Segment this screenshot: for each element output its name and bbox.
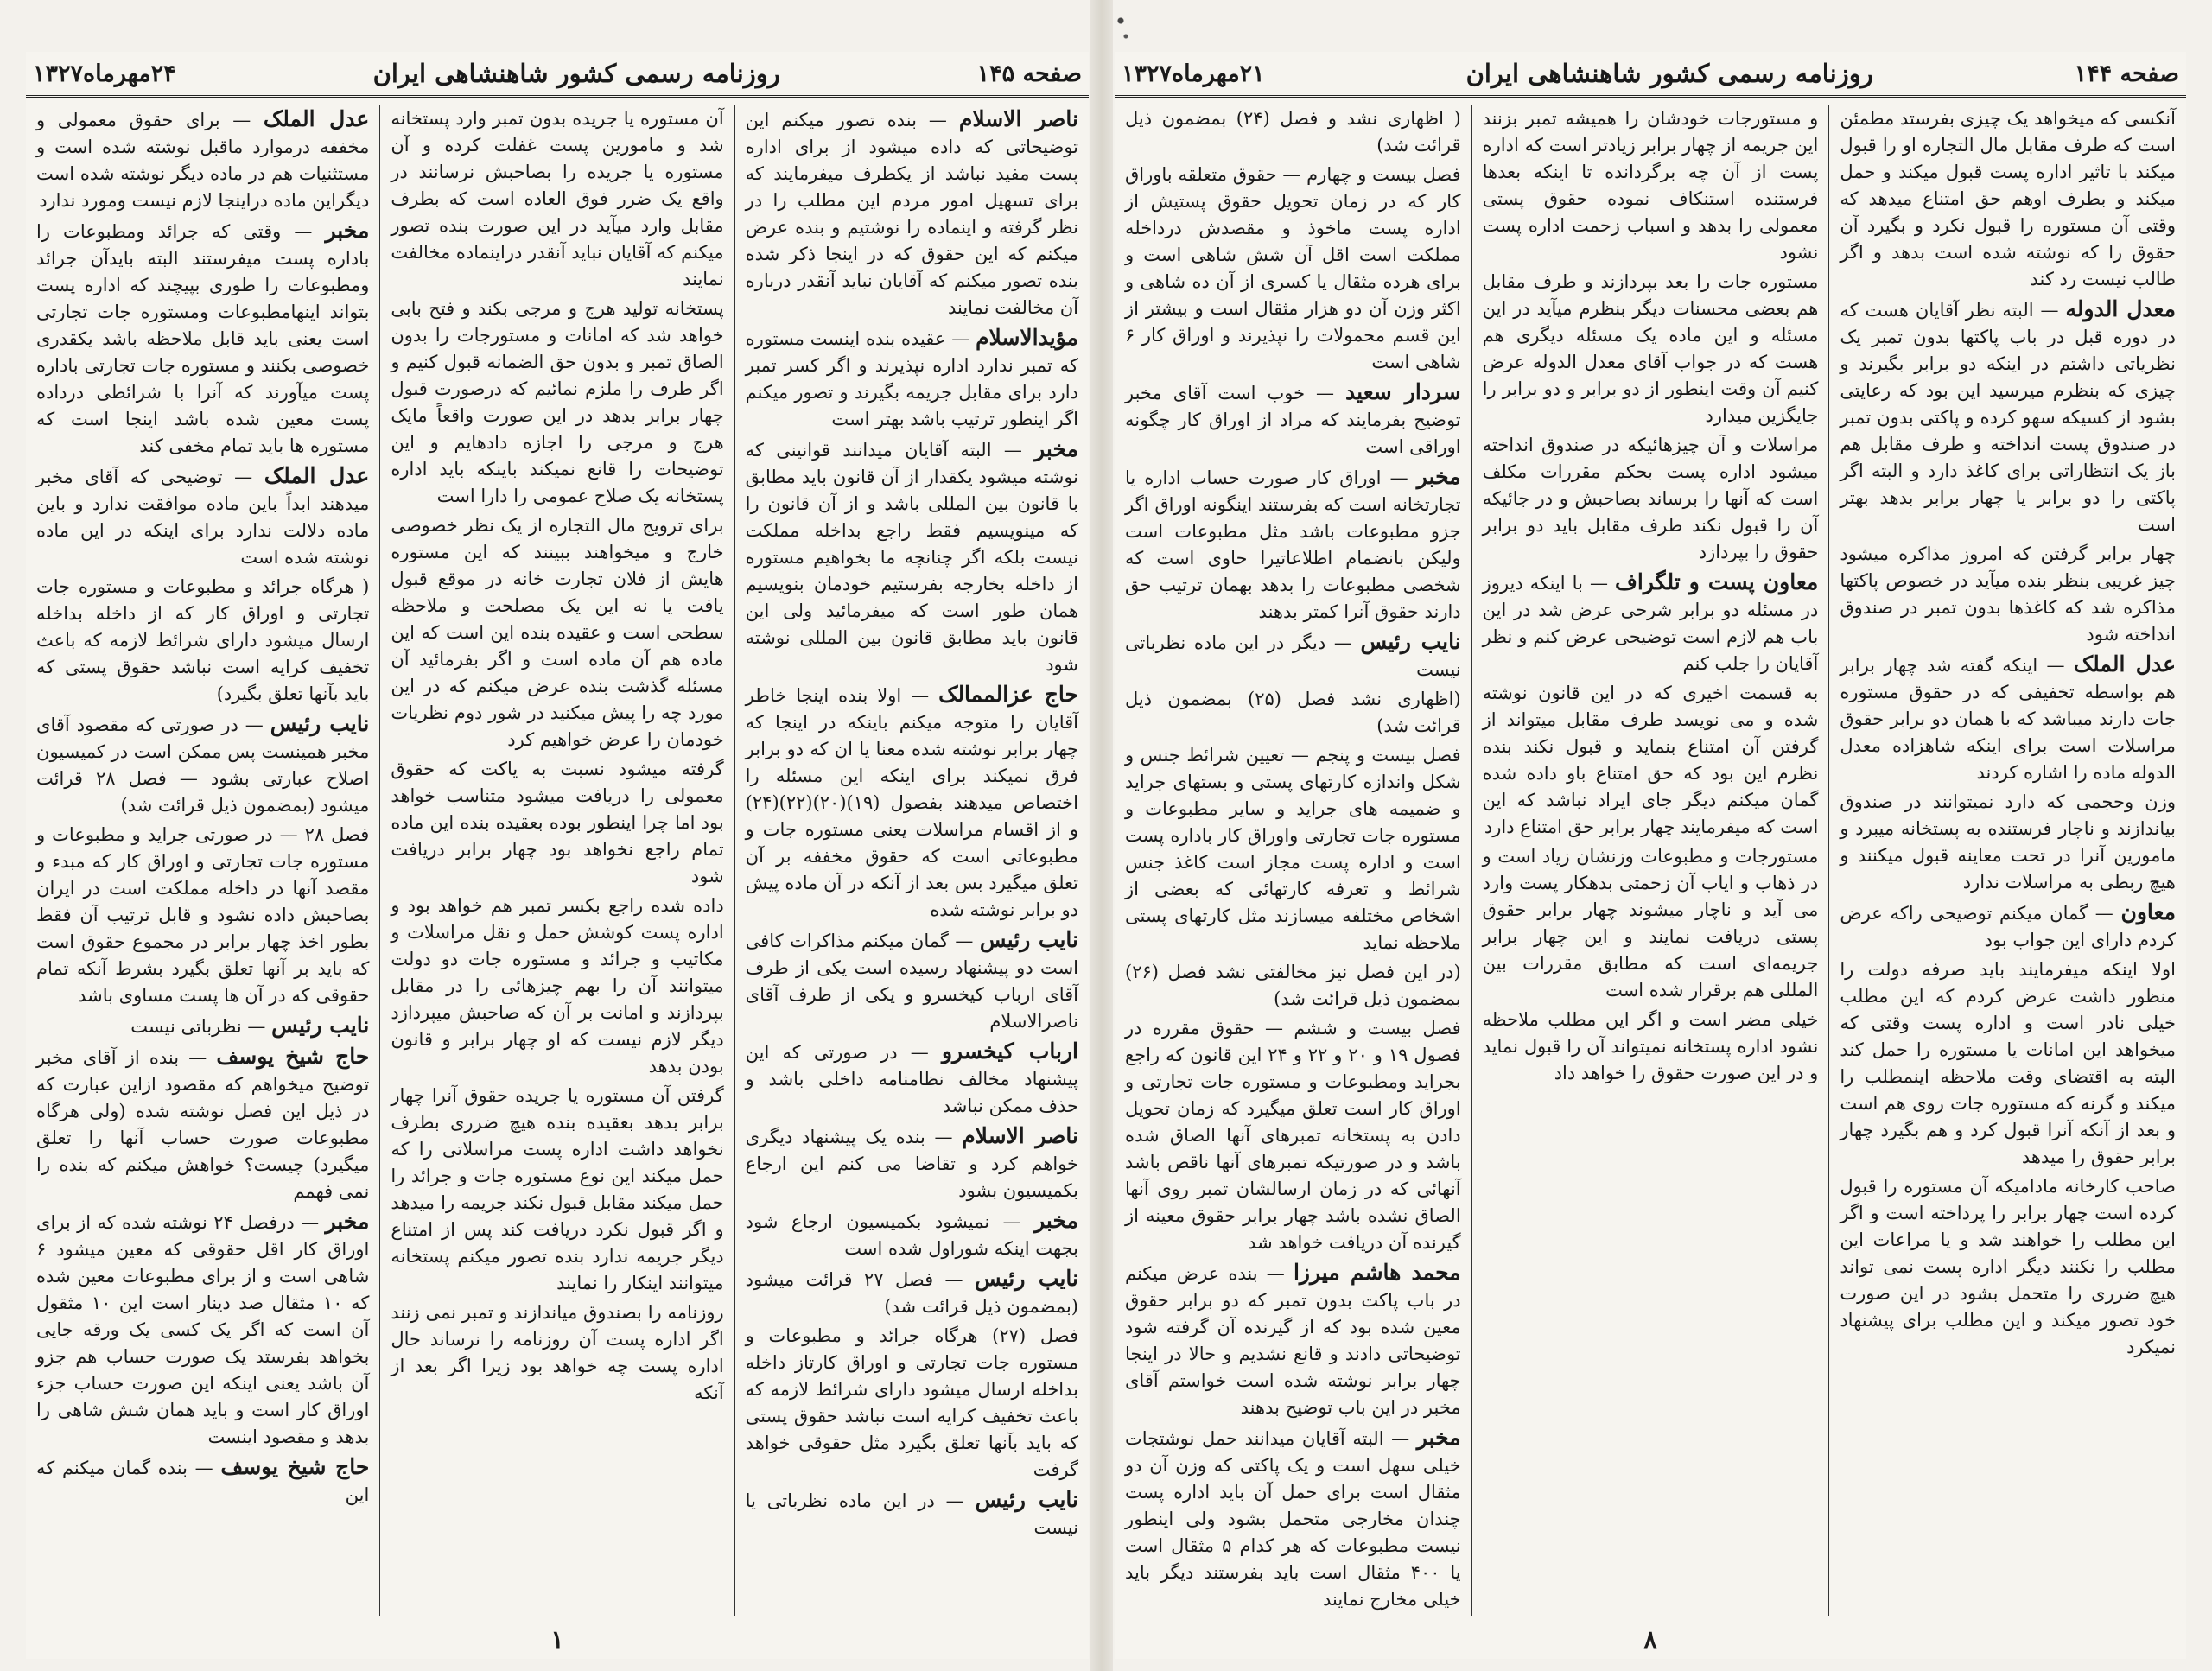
paragraph-text: — با اینکه دیروز در مسئله دو برابر شرحی عرض شد در این باب هم لازم است توضیحی عرض کنم و نظر آقایان را جلب کنم (1482, 573, 1819, 674)
paragraph-text: — بنده گمان میکنم که این (36, 1458, 370, 1505)
speaker-name: حاج عزالممالک (938, 682, 1079, 707)
paragraph (1483, 269, 1819, 429)
paragraph (36, 462, 369, 571)
text-column (26, 105, 380, 1616)
paragraph (1840, 105, 2176, 293)
speaker-name: ارباب کیخسرو (941, 1039, 1078, 1064)
paragraph (1840, 956, 2176, 1171)
page-gutter (1090, 0, 1113, 1671)
paragraph (1483, 105, 1819, 266)
paragraph (746, 1265, 1078, 1320)
text-column (380, 105, 734, 1616)
speaker-name: ناصر الاسلام (962, 1123, 1078, 1148)
paragraph-text: — نظرباتی نیست (130, 1016, 266, 1037)
paragraph-text: گرفتن آن مستوره یا جریده حقوق آنرا چهار برابر بدهد بعقیده بنده هیچ ضرری بطرف نخواهد داشت اداره پست مراسلاتی را که حمل میکند این نوع مستوره جات و جرائد را حمل میکند مقابل قبول نکند جریمه را میدهد و اگر قبول نکرد دریافت کند پس از امتناع دیگر جریمه ندارد بنده تصور میکنم پستخانه میتوانند اینکار را نمایند (391, 1085, 724, 1293)
paragraph (36, 1208, 369, 1451)
paragraph (36, 217, 369, 460)
paragraph-text: آن مستوره یا جریده بدون تمبر وارد پستخانه شد و مامورین پست غفلت کرده و آن مستوره یا جریده را بصاحبش نرسانند در واقع یک ضرر فوق العاده است که بطرف مقابل وارد میآید در این صورت بنده تصور میکنم که آقایان نباید آنقدر دراینماده مخالفت نمایند (391, 108, 724, 289)
speaker-name: نایب رئیس (271, 1013, 370, 1038)
paragraph-text: پستخانه تولید هرج و مرجی بکند و فتح بابی خواهد شد که امانات و مستورجات را بدون الصاق تمبر و بدون حق الضمانه قبول کنیم و اگر طرف را ملزم نمائیم که درصورت قبول چهار برابر بدهد در این صورت واقعاً مایک هرج و مرجی را اجازه دادهایم و این توضیحات را قانع نمیکند باینکه باید اداره پستخانه یک صلاح عمومی را دارا است (391, 298, 724, 506)
paragraph (1125, 628, 1461, 683)
paragraph (746, 1122, 1078, 1204)
paragraph (1125, 1424, 1461, 1613)
speaker-name: عدل الملک (263, 106, 370, 131)
speaker-name: محمد هاشم میرزا (1293, 1260, 1461, 1285)
paragraph-text: — البته آقایان میدانند قوانینی که نوشته میشود یکقدار از آن قانون باید مطابق با قانون بین المللی باشد و از آن قانون را که مینویسیم فقط راجع بداخله مملکت نیست بلکه اگر چنانچه ما بخواهیم مستوره از داخله بخارجه بفرستیم خودمان بنویسیم همان طور است که میفرمائید ولی این قانون باید مطابق قانون بین المللی نوشته شود (745, 440, 1078, 675)
paragraph-text: ( اظهاری نشد و فصل (۲۴) بمضمون ذیل قرائت شد) (1124, 108, 1461, 156)
paragraph (746, 1486, 1078, 1541)
paragraph (1840, 651, 2176, 786)
paragraph-text: — نمیشود بکمیسیون ارجاع شود بجهت اینکه شوراول شده است (745, 1211, 1078, 1259)
paragraph (1125, 162, 1461, 376)
paragraph (746, 1038, 1078, 1120)
speaker-name: مؤیدالاسلام (976, 325, 1078, 350)
paragraph-text: فصل بیست و چهارم — حقوق متعلقه باوراق کار که در زمان تحویل حقوق پستیش از اداره پست ماخوذ و مقصدش درداخله مملکت است اقل آن شش شاهی است و برای هرده مثقال یا کسری از آن ده شاهی و اکثر وزن آن دو هزار مثقال است و بیشتر از این قسم محمولات را نپذیرند و اوراق کار ۶ شاهی است (1124, 164, 1461, 372)
left-issue-date: ۲۴مهرماه۱۳۲۷ (33, 60, 176, 87)
paragraph-text: مستورجات و مطبوعات وزنشان زیاد است و در ذهاب و ایاب آن زحمتی بدهکار پست وارد می آید و ناچار میشوند چهار برابر حقوق پستی دریافت نمایند و این چهار برابر جریمه‌ای است که مطابق مقررات بین المللی هم برقرار شده است (1482, 846, 1819, 1001)
speaker-name: نایب رئیس (975, 1266, 1078, 1291)
paragraph-text: گرفته میشود نسبت به یاکت که حقوق معمولی را دریافت میشود متناسب خواهد بود اما چرا اینطور بوده بعقیده بنده این ماده تمام راجع نخواهد بود چهار برابر دریافت شود (391, 759, 724, 886)
left-masthead (26, 52, 1089, 98)
speaker-name: معدل الدوله (2065, 296, 2176, 321)
paragraph-text: — بنده از آقای مخبر توضیح میخواهم که مقصود ازاین عبارت که در ذیل این فصل نوشته شده (ولی هرگاه مطبوعات صورت حساب آنها را تعلق میگیرد) چیست؟ خواهش میکنم که بنده را نمی فهمم (36, 1047, 370, 1202)
speaker-name: مخبر (325, 218, 370, 243)
paragraph (1483, 680, 1819, 841)
right-issue-date: ۲۱مهرماه۱۳۲۷ (1122, 60, 1265, 87)
speaker-name: عدل الملک (264, 463, 370, 488)
paragraph-text: و مستورجات خودشان را همیشه تمبر بزنند این جریمه از چهار برابر زیادتر است که اداره پست از آن چه برگردانده تا اینکه بعدها فرستنده استنکاف نموده حقوق پستی معمولی را بدهد و اسباب زحمت اداره پست نشود (1482, 108, 1819, 263)
paragraph (1483, 1007, 1819, 1087)
paragraph-text: — اوراق کار صورت حساب اداره یا تجارتخانه است که بفرستند اینگونه اوراق اگر جزو مطبوعات باشد مثل مطبوعات است ولیکن بانضمام اطلاعاتیرا حاوی است که شخصی مطبوعات را بدهد بهمان ترتیب حق دارند حقوق آنرا کمتر بدهند (1124, 467, 1461, 622)
paragraph-text: چهار برابر گرفتن که امروز مذاکره میشود چیز غریبی بنظر بنده میآید در خصوص پاکتها مذاکره شد که کاغذها بدون تمبر در صندوق انداخته شود (1840, 543, 2176, 645)
paragraph (1483, 569, 1819, 677)
paragraph (36, 1453, 369, 1509)
paragraph-text: — البته آقایان میدانند حمل نوشتجات خیلی سهل است و یک پاکتی که وزن آن دو مثقال است برای حمل آن باید اداره پست چندان مخارجی متحمل بشود ولی اینطور نیست مطبوعات که هر کدام ۵ مثقال است یا ۴۰۰ مثقال است باید بفرستند دیگر باید خیلی مخارج نمایند (1124, 1428, 1461, 1610)
speaker-name: حاج شیخ یوسف (220, 1454, 370, 1479)
speaker-name: مخبر (1416, 1425, 1461, 1450)
paragraph-text: به قسمت اخیری که در این قانون نوشته شده و می نویسد طرف مقابل میتواند از گرفتن آن امتناع بنماید و قبول نکند بنده نظرم این بود که حق امتناع باو داده شده گمان میکنم دیگر جای ایراد نباشد که این است که میفرمایند چهار برابر حق امتناع دارد (1482, 683, 1819, 837)
paragraph-text: — درفصل ۲۴ نوشته شده که از برای اوراق کار اقل حقوقی که معین میشود ۶ شاهی است و از برای مطبوعات معین شده که ۱۰ مثقال صد دینار است این ۱۰ مثقول آن است که اگر یک کسی یک ورقه جایی بخواهد بفرستد یک صورت حساب هم جزو آن باشد یعنی اینکه این صورت حساب جزء اوراق کار است و باید همان شش شاهی را بدهد و مقصود اینست (36, 1212, 370, 1447)
paragraph-text: برای ترویج مال التجاره از یک نظر خصوصی خارج و میخواهند ببینند که این مستوره هایش از فلان تجارت خانه در موقع قبول یافت یا نه این یک مصلحت و ملاحظه سطحی است و عقیده بنده این است که این ماده هم آن ماده است و اگر بفرمائید آن مسئله گذشت بنده عرض میکنم که در این مورد چه را پیش میکنید در شور دوم نظریات خودمان را عرض خواهیم کرد (391, 515, 724, 750)
speaker-name: نایب رئیس (979, 927, 1078, 952)
paragraph (1483, 843, 1819, 1004)
paragraph-text: — گمان میکنم توضیحی راکه عرض کردم دارای این جواب بود (1840, 903, 2176, 950)
paragraph-text: — اولا بنده اینجا خاطر آقایان را متوجه میکنم باینکه در اینجا که چهار برابر نوشته شده معنا یا ان که دو برابر فرق نمیکند برای اینکه این مسئله را اختصاص میدهند بفصول (۱۹)(۲۰)(۲۲)(۲۴) و از اقسام مراسلات یعنی مستوره جات و مطبوعاتی است که حقوق مخففه بر آن تعلق میگیرد بس بعد از آنکه در آن ماده پیش دو برابر نوشته شده (745, 685, 1078, 920)
speaker-name: عدل الملک (2073, 651, 2176, 677)
left-paper-title: روزنامه رسمی کشور شاهنشاهی ایران (372, 59, 780, 88)
text-column (1829, 105, 2186, 1616)
paragraph-text: آنکسی که میخواهد یک چیزی بفرستد مطمئن است که طرف مقابل مال التجاره او را قبول میکند با تاثیر اداره پست قبول میکند و حمل میکند و بطرف اوهم حق امتناع میدهد که وقتی آن مستوره را قبول نکرد و بگیرد آن حقوق را که نوشته شده است بدهد و اگر طالب نیست رد کند (1840, 108, 2176, 289)
paragraph-text: — بنده عرض میکنم در باب پاکت بدون تمبر که دو برابر حقوق معین شده بود که از گیرنده آن گرفته شود توضیحاتی دادند و قانع نشدیم و حالا در اینجا چهار برابر نوشته شده است خواستم آقای مخبر در این باب توضیح بدهند (1124, 1263, 1461, 1418)
paragraph-text: داده شده راجع بکسر تمبر هم خواهد بود و اداره پست کوشش حمل و نقل مراسلات و مکاتیب و جرائد و مستوره جات دو دولت میتوانند آن را بهم چیزهائی را در مقابل بپردازند و امانت بر آن که صاحبش میپردازد دیگر لازم نیست که او چهار برابر و قانون بودن بدهد (391, 895, 724, 1077)
text-column (1115, 105, 1472, 1616)
paragraph (36, 1043, 369, 1205)
paragraph (1483, 432, 1819, 566)
paragraph-text: — اینکه گفته شد چهار برابر هم بواسطه تخفیفی که در حقوق مستوره جات دارند میباشد که با همان دو برابر حقوق مراسلات است برای اینکه شاهزاده معدل الدوله ماده را اشاره کردند (1840, 655, 2176, 783)
paragraph (1125, 463, 1461, 626)
left-page (26, 52, 1089, 1659)
paragraph-text: — خوب است آقای مخبر توضیح بفرمایند که مراد از اوراق کار چگونه اوراقی است (1124, 383, 1461, 457)
paragraph (746, 1207, 1078, 1262)
paragraph-text: مراسلات و آن چیزهائیکه در صندوق انداخته میشود اداره پست بحکم مقررات مکلف است که آنها را برساند بصاحبش و در جائیکه آن را قبول نکند طرف مقابل باید دو برابر حقوق را بپردازد (1482, 435, 1819, 562)
paragraph-text: — برای حقوق معمولی و مخففه درموارد ماقبل نوشته شده است و مستثنیات هم در ماده دیگر نوشته شده است دیگراین ماده دراینجا لازم نیست ومورد ندارد (36, 110, 370, 211)
left-footer-number: ۱ (550, 1625, 564, 1654)
right-masthead (1115, 52, 2186, 98)
paragraph-text: — در صورتی که این پیشنهاد مخالف نظامنامه داخلی باشد و حذف ممکن نباشد (745, 1042, 1078, 1116)
paragraph-text: خیلی مضر است و اگر این مطلب ملاحظه نشود اداره پستخانه نمیتواند آن را قبول نماید و در این صورت حقوق را خواهد داد (1482, 1009, 1819, 1083)
paragraph (1840, 899, 2176, 954)
paragraph (1125, 686, 1461, 740)
paragraph-text: فصل بیست و پنجم — تعیین شرائط جنس و شکل واندازه کارتهای پستی و بستهای جراید و ضمیمه های جراید و سایر مطبوعات و مستوره جات تجارتی واوراق کار باداره پست است و اداره پست مجاز است کاغذ جنس شرائط و تعرفه کارتهائی که بعضی از اشخاص مختلفه میسازند مثل کارتهای پستی ملاحظه نماید (1124, 745, 1461, 953)
paragraph-text: — گمان میکنم مذاکرات کافی است دو پیشنهاد رسیده است یکی از طرف آقای ارباب کیخسرو و یکی از طرف آقای ناصرالاسلام (745, 931, 1078, 1032)
paragraph (1125, 1015, 1461, 1256)
paragraph-text: — عقیده بنده اینست مستوره که تمبر ندارد اداره نپذیرند و اگر کسر تمبر دارد برای مقابل جریمه بگیرند و تصور میکنم اگر اینطور ترتیب باشد بهتر است (745, 328, 1078, 429)
paragraph (391, 295, 723, 510)
paragraph (36, 105, 369, 214)
paragraph (746, 1323, 1078, 1484)
text-column (1472, 105, 1830, 1616)
paragraph-text: (در این فصل نیز مخالفتی نشد فصل (۲۶) بمضمون ذیل قرائت شد) (1124, 962, 1461, 1009)
paragraph-text: — فصل ۲۷ قرائت میشود (بمضمون ذیل قرائت شد) (745, 1269, 1078, 1317)
left-columns (26, 105, 1089, 1616)
right-page (1115, 52, 2186, 1659)
paragraph (1125, 378, 1461, 461)
paragraph-text: مستوره جات را بعد بپردازند و طرف مقابل هم بعضی محسنات دیگر بنظرم میآید در این مسئله و این ماده یک مسئله دیگری هم هست که در جواب آقای معدل الدوله عرض کنیم آن وقت اینطور از دو برابر و دو برابر را جایگزین میدارد (1482, 271, 1819, 426)
paragraph (36, 710, 369, 819)
paragraph-text: وزن وحجمی که دارد نمیتوانند در صندوق بیاندازند و ناچار فرستنده به پستخانه میبرد و مامورین آنرا در تحت معاینه قبول میکنند و هیچ ربطی به مراسلات ندارد (1840, 791, 2176, 893)
paragraph-text: — در صورتی که مقصود آقای مخبر همینست پس ممکن است در کمیسیون اصلاح عبارتی بشود — فصل ۲۸ قرائت میشود (بمضمون ذیل قرائت شد) (36, 715, 370, 816)
paragraph (1125, 1259, 1461, 1421)
speaker-name: معاون (2120, 899, 2176, 924)
paragraph (391, 1299, 723, 1407)
speaker-name: نایب رئیس (975, 1487, 1078, 1512)
paragraph (746, 105, 1078, 321)
speaker-name: مخبر (1416, 464, 1461, 489)
paragraph (36, 574, 369, 708)
paragraph (1125, 105, 1461, 159)
paragraph-text: ( هرگاه جرائد و مطبوعات و مستوره جات تجارتی و اوراق کار که از داخله بداخله ارسال میشود دارای شرائط لازمه که باعث تخفیف کرایه است نباشد حقوق پستی که باید بآنها تعلق بگیرد) (36, 576, 370, 704)
paragraph (36, 1012, 369, 1040)
paragraph (746, 435, 1078, 678)
paragraph-text: — البته نظر آقایان هست که در دوره قبل در باب پاکتها بدون تمبر یک نظریاتی داشتم در اینکه دو برابر بگیرند و چیزی که بنظرم میرسید این بود که رعایتی بشود از کسیکه سهو کرده و پاکتی بدون تمبر در صندوق پست انداخته و طرف مقابل هم باز یک انتظاراتی برای کاغذ دارد و البته اگر پاکتی را دو برابر یا چهار برابر بدهد بهتر است (1840, 300, 2176, 535)
speaker-name: مخبر (1034, 436, 1078, 461)
speaker-name: ناصر الاسلام (958, 106, 1078, 131)
paragraph (1840, 1173, 2176, 1361)
paragraph (1125, 959, 1461, 1013)
speaker-name: سردار سعید (1345, 379, 1461, 404)
paragraph (746, 926, 1078, 1035)
right-page-number: صفحه ۱۴۴ (2074, 60, 2179, 87)
speaker-name: نایب رئیس (1360, 629, 1461, 654)
right-paper-title: روزنامه رسمی کشور شاهنشاهی ایران (1465, 59, 1873, 88)
paragraph (746, 681, 1078, 924)
speaker-name: معاون پست و تلگراف (1615, 569, 1819, 594)
paragraph-text: (اظهاری نشد فصل (۲۵) بمضمون ذیل قرائت شد) (1124, 689, 1461, 736)
paragraph-text: — در این ماده نظرباتی یا نیست (745, 1490, 1078, 1538)
paragraph (391, 893, 723, 1080)
right-columns (1115, 105, 2186, 1616)
paragraph (1125, 742, 1461, 956)
paragraph (391, 512, 723, 753)
paragraph-text: فصل بیست و ششم — حقوق مقرره در فصول ۱۹ و ۲۰ و ۲۲ و ۲۴ این قانون که راجع بجراید ومطبوعات و مستوره جات تجارتی و اوراق کار است تعلق میگیرد که زمان تحویل دادن به پستخانه تمبرهای آنها الصاق شده باشد و در صورتیکه تمبرهای آنها ناقص باشد آنهائی که در زمان ارسالشان تمبر روی آنها الصاق نشده باشد چهار برابر حقوق معینه از گیرنده آن دریافت خواهد شد (1124, 1018, 1461, 1253)
paragraph (1840, 295, 2176, 538)
right-footer-number: ۸ (1643, 1625, 1657, 1654)
speaker-name: حاج شیخ یوسف (216, 1044, 370, 1069)
left-page-number: صفحه ۱۴۵ (976, 60, 1082, 87)
scan-mark (1110, 0, 1136, 52)
paragraph (746, 324, 1078, 433)
paragraph (1840, 541, 2176, 648)
speaker-name: مخبر (1034, 1208, 1078, 1233)
paragraph (391, 756, 723, 890)
paragraph-text: اولا اینکه میفرمایند باید صرفه دولت را منظور داشت عرض کردم که این مطلب خیلی نادر است و اداره پست وقتی که میخواهد این امانات یا مستوره را حمل کند البته به اقتضای وقت ملاحظه اینمطلب را میکند و گرنه که مستوره جات روی هم است و بعد از آنکه آنرا قبول کرد و هم بگیرد چهار برابر حقوق را میدهد (1840, 959, 2176, 1167)
paragraph (391, 105, 723, 293)
paragraph-text: — دیگر در این ماده نظرباتی نیست (1124, 632, 1461, 680)
paragraph-text: — بنده یک پیشنهاد دیگری خواهم کرد و تقاضا می کنم این ارجاع بکمیسیون بشود (745, 1127, 1078, 1201)
paragraph-text: — بنده تصور میکنم این توضیحاتی که داده میشود از برای اداره پست مفید نباشد از یکطرف میفرمایند که برای تسهیل امور مردم این مطلب را در نظر گرفته و اینماده را نوشتیم و بنده عرض میکنم که این حقوق که در اینجا ذکر شده بنده تصور میکنم که آقایان نباید آنقدر درباره آن مخالفت نمایند (745, 110, 1078, 318)
paragraph (36, 822, 369, 1009)
speaker-name: نایب رئیس (270, 711, 370, 736)
paragraph (391, 1083, 723, 1297)
paragraph-text: صاحب کارخانه مادامیکه آن مستوره را قبول کرده است چهار برابر را پرداخته است و اگر این مطلب را خواهند شد و یا مراعات این مطلب را نکنند دیگر اداره پست نمی تواند هیچ ضرری را متحمل بشود در این صورت خود تصور میکند و این مطلب برای پیشنهاد نمیکرد (1840, 1176, 2176, 1357)
paragraph (1840, 789, 2176, 896)
text-column (735, 105, 1089, 1616)
speaker-name: مخبر (325, 1209, 370, 1234)
paragraph-text: روزنامه را بصندوق میاندازند و تمبر نمی زنند اگر اداره پست آن روزنامه را نرساند حال اداره پست چه خواهد بود زیرا اگر بعد از آنکه (391, 1302, 724, 1403)
paragraph-text: — وقتی که جرائد ومطبوعات را باداره پست میفرستند البته بایدآن جرائد ومطبوعات را طوری بپیچند که اداره پست بتواند اینهامطبوعات ومستوره جات تجارتی است یعنی باید قابل ملاحظه باشد یکقدری خصوصی بکنند و مستوره جات تجارتی باداره پست میآورند که آنرا با شرائطی درداده پست معین شده باشد اینجا است که مستوره ها باید تمام مخفی کند (36, 221, 370, 456)
paragraph-text: فصل ۲۸ — در صورتی جراید و مطبوعات و مستوره جات تجارتی و اوراق کار که مبدء و مقصد آنها در داخله مملکت است در ایران بصاحبش داده نشود و قابل ترتیب آن فقط بطور اخذ چهار برابر در مجموع حقوق است که باید بر آنها تعلق بگیرد بشرط آنکه تمام حقوقی که در آن ها پست مساوی باشد (36, 824, 370, 1006)
paragraph-text: فصل (۲۷) هرگاه جرائد و مطبوعات و مستوره جات تجارتی و اوراق کارتاز داخله بداخله ارسال میشود دارای شرائط لازمه که باعث تخفیف کرایه است نباشد حقوق پستی که باید بآنها تعلق بگیرد مثل حقوقی خواهد گرفت (745, 1325, 1078, 1480)
paragraph-text: — توضیحی که آقای مخبر میدهند ابداً باین ماده موافقت ندارد و باین ماده دلالت ندارد برای اینکه در این ماده نوشته شده است (36, 467, 370, 568)
